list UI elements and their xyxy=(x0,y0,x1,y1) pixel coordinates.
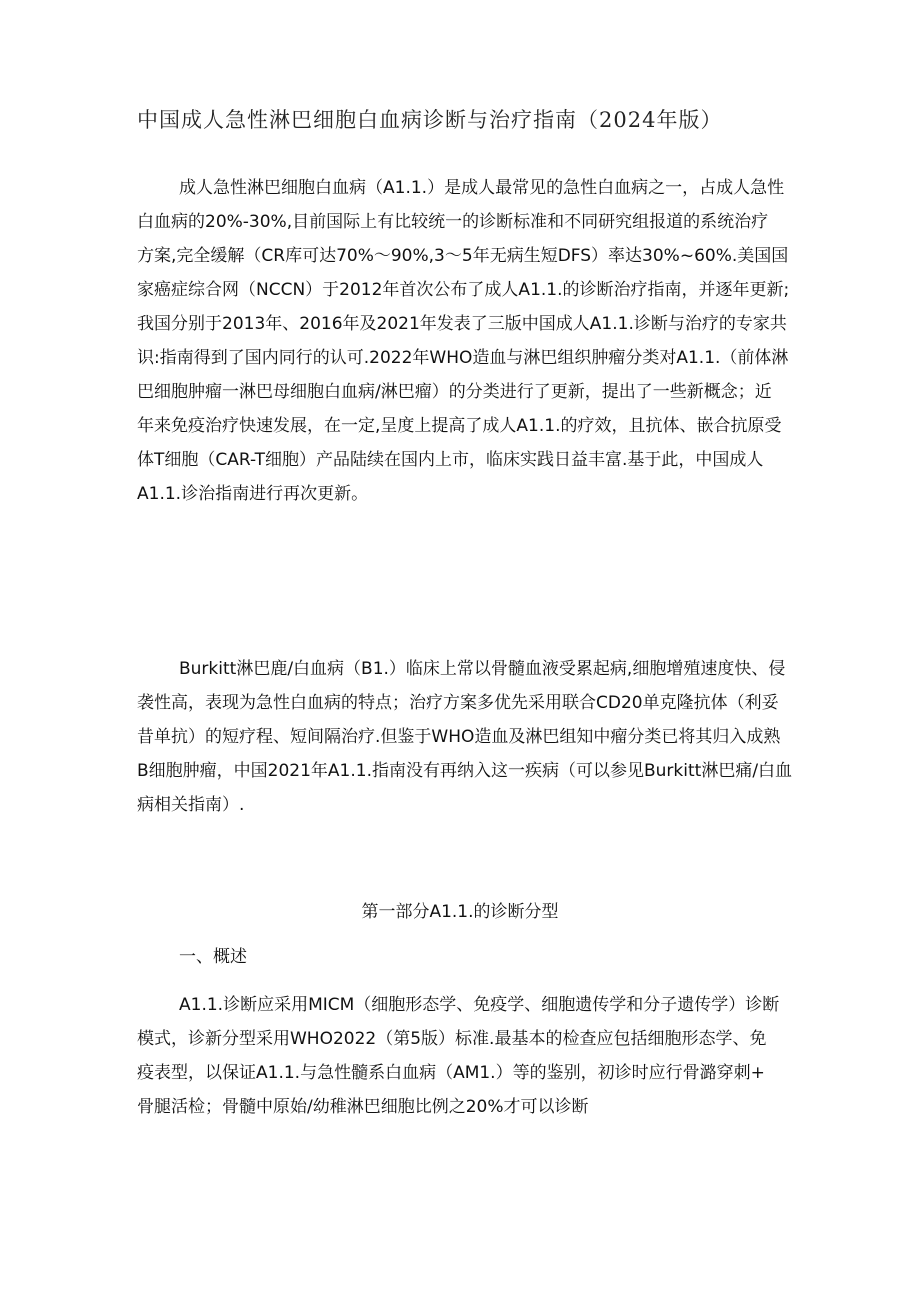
section-heading: 第一部分A1.1.的诊断分型 xyxy=(361,902,559,922)
document-title: 中国成人急性淋巴细胞白血病诊断与治疗指南（2024年版） xyxy=(137,108,723,132)
paragraph-intro xyxy=(137,171,837,511)
paragraph-line: 袭性高，表现为急性白血病的特点；治疗方案多优先采用联合CD20单克隆抗体（利妥 xyxy=(137,693,779,713)
paragraph-line: 成人急性淋巴细胞白血病（A1.1.）是成人最常见的急性白血病之一，占成人急性 xyxy=(179,178,785,198)
paragraph-line: 巴细胞肿瘤一淋巴母细胞白血病/淋巴瘤）的分类进行了更新，提出了一些新概念；近 xyxy=(137,382,772,402)
paragraph-line: 骨腿活检；骨髓中原始/幼稚淋巴细胞比例之20%才可以诊断 xyxy=(137,1097,589,1117)
paragraph-line: 方案,完全缓解（CR库可达70%～90%,3～5年无病生短DFS）率达30%~60%.美国国 xyxy=(137,246,789,266)
paragraph-line: Burkitt淋巴鹿/白血病（B1.）临床上常以骨髓血液受累起病,细胞增殖速度快、侵 xyxy=(179,659,786,679)
paragraph-line: 病相关指南）. xyxy=(137,795,245,815)
paragraph-line: 年来免疫治疗快速发展，在一定,呈度上提高了成人A1.1.的疗效，且抗体、嵌合抗原受 xyxy=(137,416,782,436)
paragraph-overview xyxy=(137,988,837,1124)
paragraph-line: 体T细胞（CAR-T细胞）产品陆续在国内上市，临床实践日益丰富.基于此，中国成人 xyxy=(137,450,764,470)
paragraph-line: 疫表型，以保证A1.1.与急性髓系白血病（AM1.）等的鉴别，初诊时应行骨潞穿刺+ xyxy=(137,1063,765,1083)
paragraph-line: 识:指南得到了国内同行的认可.2022年WHO造血与淋巴组织肿瘤分类对A1.1.（前体淋 xyxy=(137,348,789,368)
paragraph-line: 家癌症综合网（NCCN）于2012年首次公布了成人A1.1.的诊断治疗指南，并逐年更新; xyxy=(137,280,790,300)
paragraph-line: 昔单抗）的短疗程、短间隔治疗.但鉴于WHO造血及淋巴组知中瘤分类已将其归入成熟 xyxy=(137,727,781,747)
paragraph-line: A1.1.诊断应采用MICM（细胞形态学、免疫学、细胞遗传学和分子遗传学）诊断 xyxy=(179,995,780,1015)
paragraph-line: A1.1.诊治指南进行再次更新。 xyxy=(137,484,369,504)
paragraph-line: B细胞肿瘤，中国2021年A1.1.指南没有再纳入这一疾病（可以参见Burkitt淋巴痛/白血 xyxy=(137,761,793,781)
paragraph-line: 我国分别于2013年、2016年及2021年发表了三版中国成人A1.1.诊断与治疗的专家共 xyxy=(137,314,787,334)
subsection-heading: 一、概述 xyxy=(179,947,247,967)
paragraph-line: 模式，诊新分型采用WHO2022（第5版）标准.最基本的检查应包括细胞形态学、免 xyxy=(137,1029,767,1049)
paragraph-burkitt xyxy=(137,652,837,822)
paragraph-line: 白血病的20%-30%,目前国际上有比较统一的诊断标准和不同研究组报道的系统治疗 xyxy=(137,212,769,232)
